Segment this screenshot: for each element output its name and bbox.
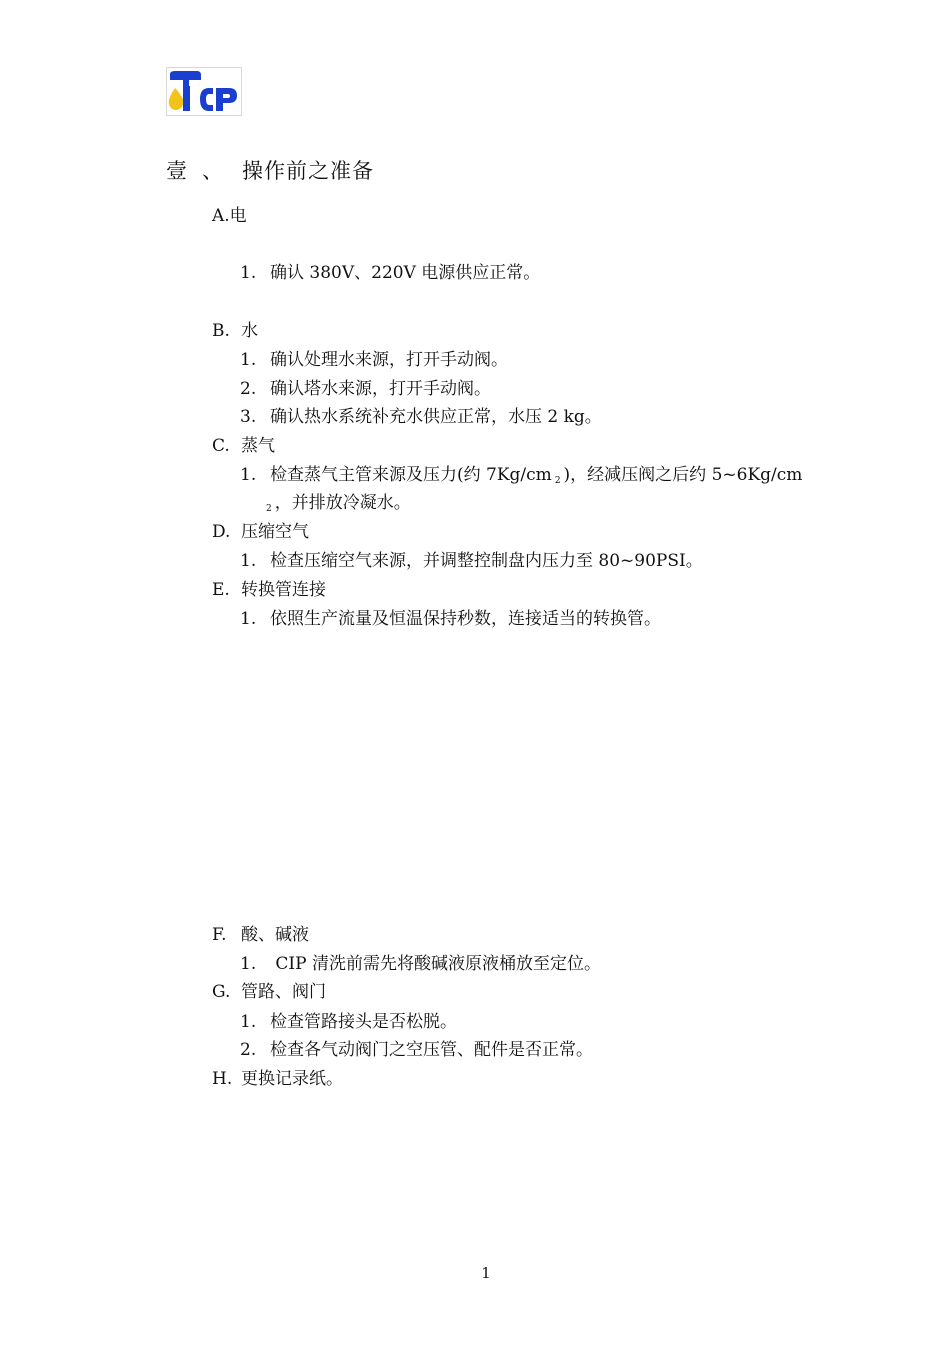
section-d-item-1 xyxy=(240,550,703,572)
section-b-title xyxy=(212,320,258,342)
section-b-item-1 xyxy=(240,349,508,371)
item-number: 1. xyxy=(240,350,257,370)
section-c-item-1 xyxy=(240,464,802,492)
item-number: 3. xyxy=(240,407,257,427)
section-letter: E. xyxy=(212,580,230,600)
item-text: ，并排放冷凝水。 xyxy=(274,493,411,513)
section-e-item-1 xyxy=(240,608,661,630)
item-text: 检查蒸气主管来源及压力(约 7Kg/cm xyxy=(270,465,552,485)
section-a-title: A.电 xyxy=(212,206,247,226)
tcp-logo-graphic xyxy=(167,68,241,115)
section-title-text: 管路、阀门 xyxy=(241,982,326,1002)
item-text: 检查各气动阀门之空压管、配件是否正常。 xyxy=(270,1040,593,1060)
section-g-item-2 xyxy=(240,1039,593,1061)
section-letter: G. xyxy=(212,982,231,1002)
section-f-title xyxy=(212,924,309,946)
section-title-text: 水 xyxy=(241,321,258,341)
section-b-item-3 xyxy=(240,406,602,428)
section-letter: H. xyxy=(212,1069,233,1089)
section-heading xyxy=(166,155,374,185)
section-letter: D. xyxy=(212,522,231,542)
company-logo xyxy=(166,67,242,116)
section-f-item-1 xyxy=(240,953,601,975)
superscript: 2 xyxy=(266,504,272,514)
item-number: 1. xyxy=(240,954,257,974)
heading-number: 壹 xyxy=(166,159,188,183)
item-number: 2. xyxy=(240,1040,257,1060)
item-text: 确认 380V、220V 电源供应正常。 xyxy=(270,263,541,283)
section-title-text: 更换记录纸。 xyxy=(241,1069,343,1089)
section-g-title xyxy=(212,981,326,1003)
section-b-item-2 xyxy=(240,378,491,400)
item-number: 1. xyxy=(240,263,257,283)
section-h-title xyxy=(212,1068,343,1090)
item-number: 1. xyxy=(240,609,257,629)
section-title-text: 压缩空气 xyxy=(241,522,309,542)
page-number: 1 xyxy=(481,1264,491,1282)
item-number: 1. xyxy=(240,465,257,485)
item-text: 检查管路接头是否松脱。 xyxy=(270,1012,457,1032)
section-letter: F. xyxy=(212,925,227,945)
section-letter: C. xyxy=(212,436,230,456)
section-title-text: 转换管连接 xyxy=(241,580,326,600)
item-text: 确认塔水来源，打开手动阀。 xyxy=(270,379,491,399)
section-e-title xyxy=(212,579,326,601)
heading-separator: 、 xyxy=(202,159,224,183)
item-text: )，经减压阀之后约 5~6Kg/cm xyxy=(563,465,803,485)
item-text: 确认热水系统补充水供应正常，水压 2 kg。 xyxy=(270,407,602,427)
item-number: 2. xyxy=(240,379,257,399)
superscript: 2 xyxy=(554,476,561,486)
heading-title: 操作前之准备 xyxy=(242,159,374,183)
section-g-item-1 xyxy=(240,1011,457,1033)
section-title-text: 蒸气 xyxy=(241,436,275,456)
section-c-title xyxy=(212,435,275,457)
item-text: CIP 清洗前需先将酸碱液原液桶放至定位。 xyxy=(270,954,601,974)
section-letter: B. xyxy=(212,321,230,341)
section-d-title xyxy=(212,521,309,543)
section-c-item-1-continued xyxy=(266,492,411,520)
section-title-text: 酸、碱液 xyxy=(241,925,309,945)
item-number: 1. xyxy=(240,551,257,571)
item-text: 检查压缩空气来源，并调整控制盘内压力至 80~90PSI。 xyxy=(270,551,703,571)
section-a-item-1 xyxy=(240,262,540,284)
item-text: 依照生产流量及恒温保持秒数，连接适当的转换管。 xyxy=(270,609,661,629)
item-number: 1. xyxy=(240,1012,257,1032)
item-text: 确认处理水来源，打开手动阀。 xyxy=(270,350,508,370)
